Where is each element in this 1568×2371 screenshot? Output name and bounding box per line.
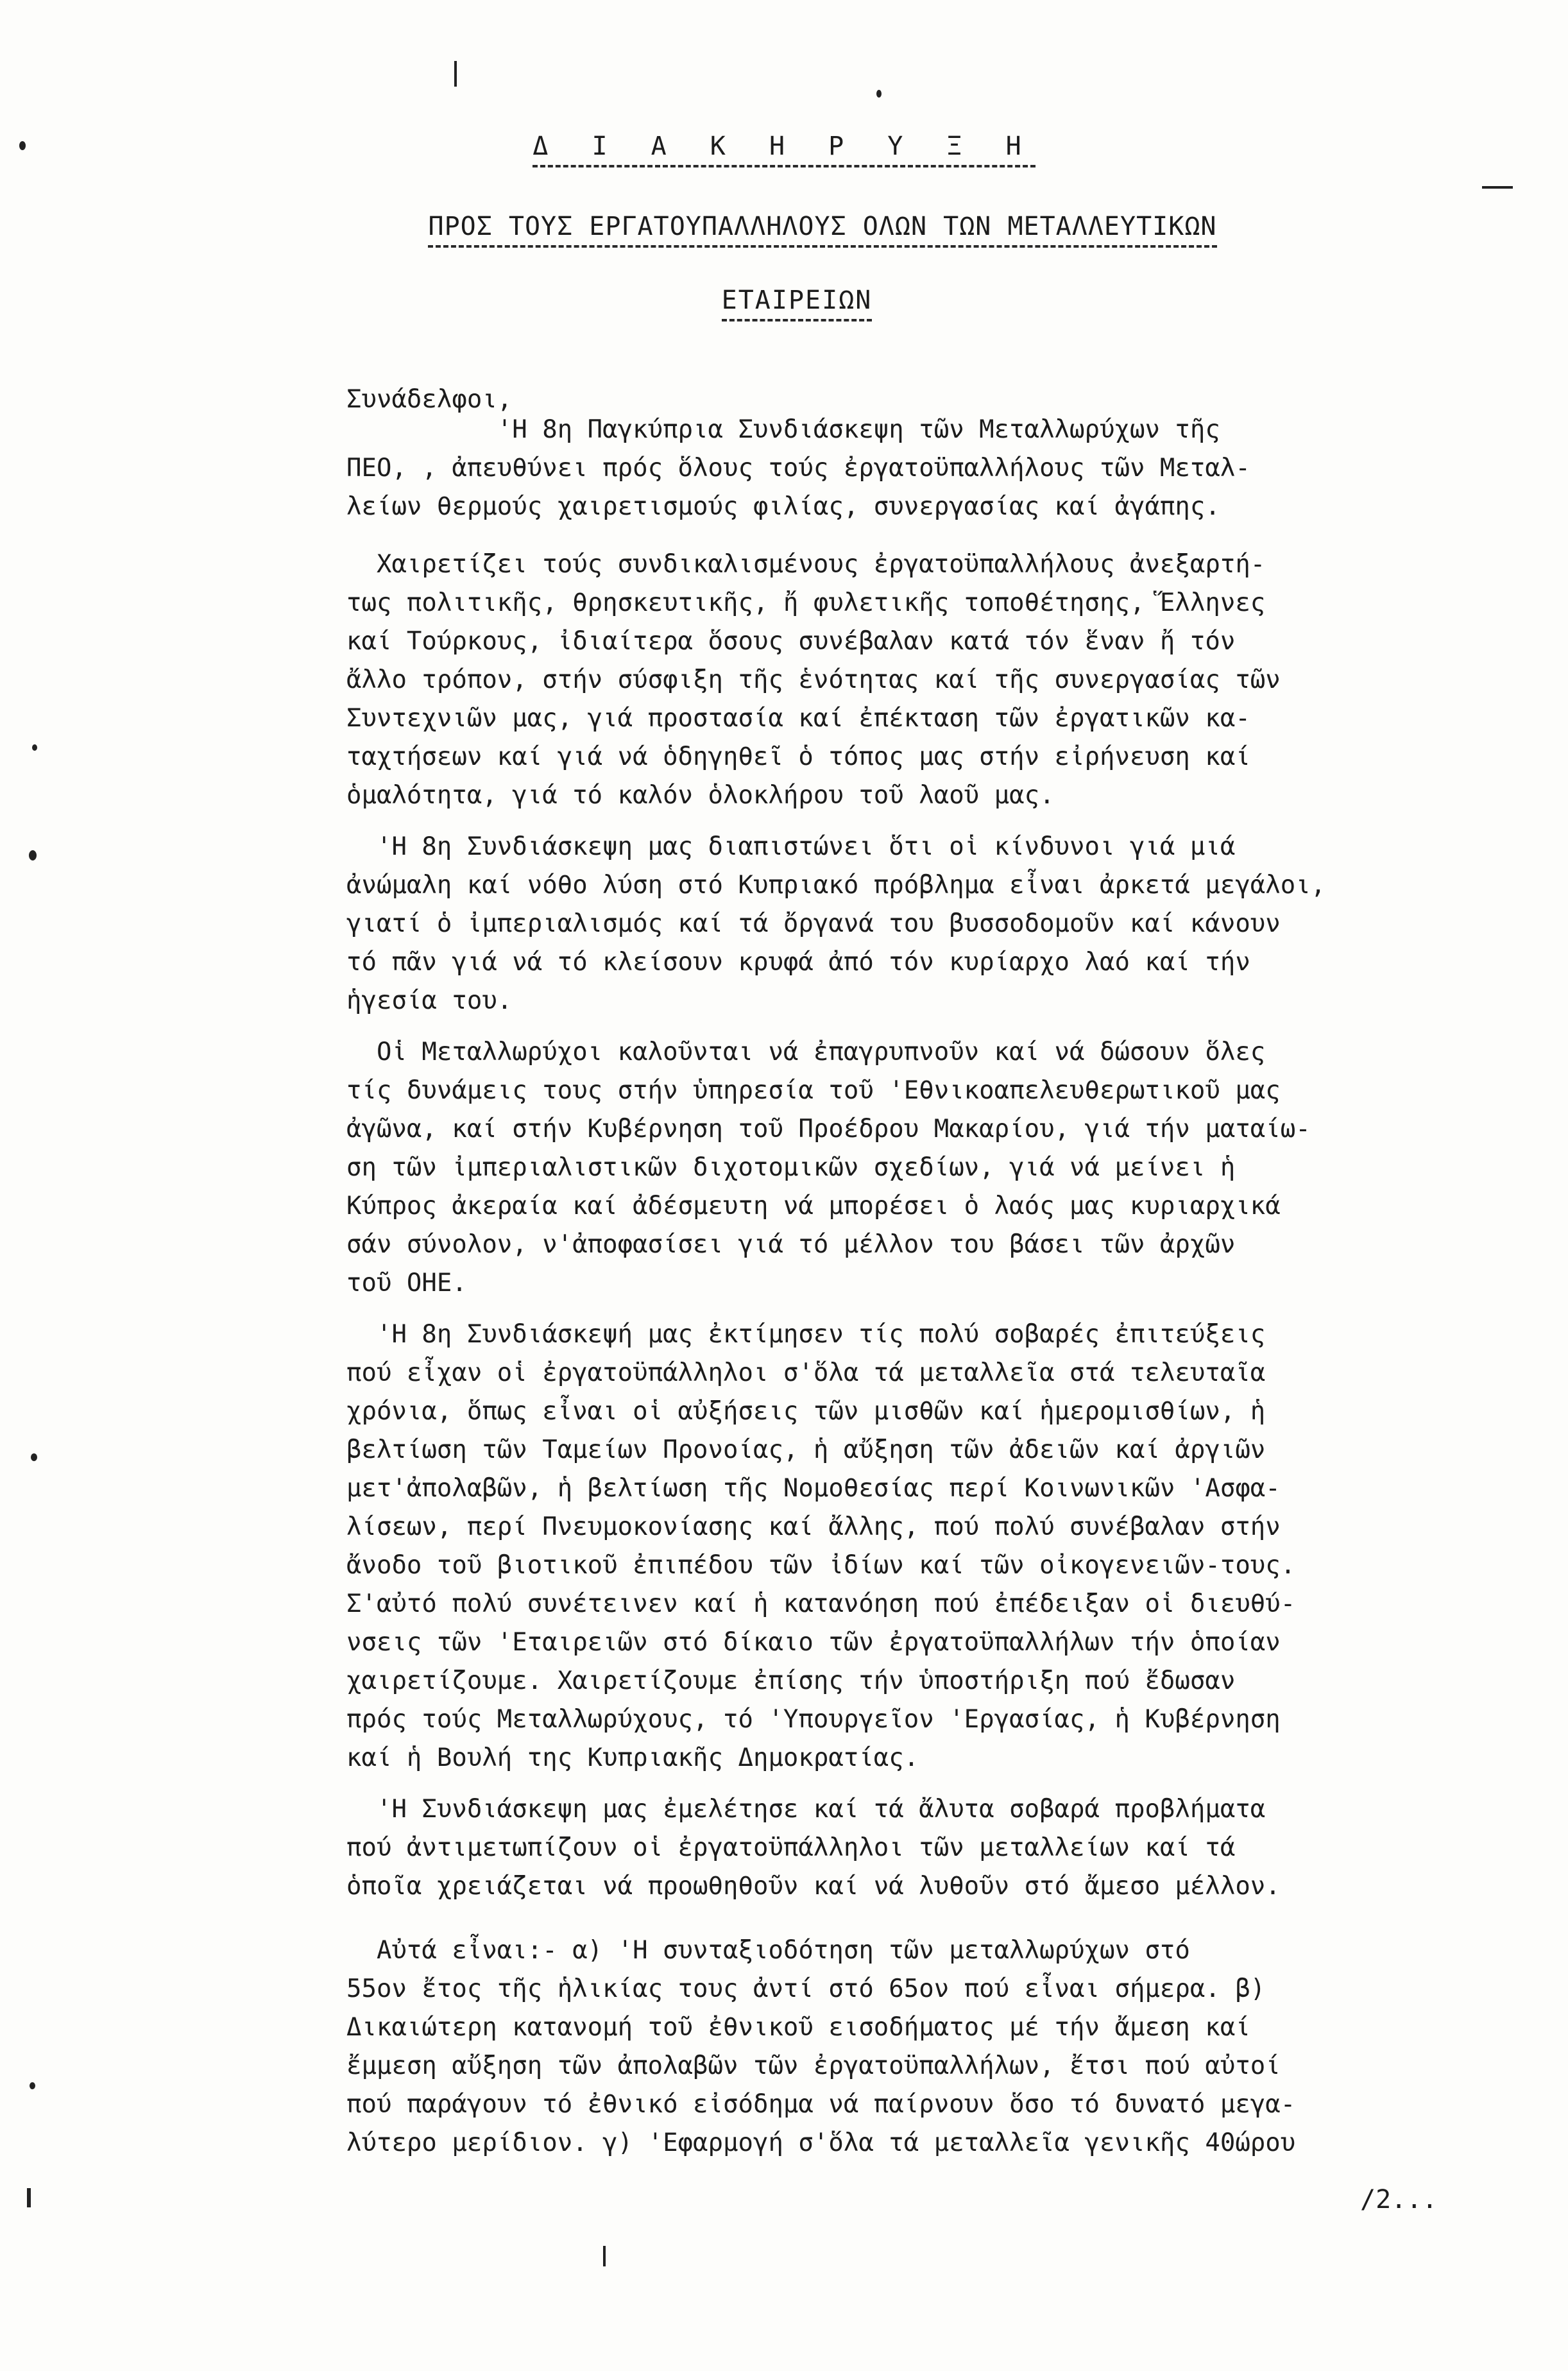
scan-speck xyxy=(30,2082,35,2089)
scan-mark xyxy=(454,61,457,87)
page-continuation: /2... xyxy=(1360,2185,1438,2214)
paragraph-4: Οἱ Μεταλλωρύχοι καλοῦνται νά ἐπαγρυπνοῦν καί νά δώσουν ὅλες τίς δυνάμεις τους στήν ὑπηρεσία τοῦ 'Εθνικοαπελευθερωτικοῦ μας ἀγῶνα, καί στήν Κυβέρνηση τοῦ Προέδρου Μακαρίου, γιά τήν ματαίω- ση τῶν ἰμπεριαλιστικῶν διχοτομικῶν σχεδίων, γιά νά μείνει ἡ Κύπρος ἀκεραία καί ἀδέσμευτη νά μπορέσει ὁ λαός μας κυριαρχικά σάν σύνολον, ν'ἀποφασίσει γιά τό μέλλον του βάσει τῶν ἀρχῶν τοῦ ΟΗΕ. xyxy=(346,1038,1311,1297)
scan-speck xyxy=(29,850,37,860)
document-subtitle-line1: ΠΡΟΣ ΤΟΥΣ ΕΡΓΑΤΟΥΠΑΛΛΗΛΟΥΣ ΟΛΩΝ ΤΩΝ ΜΕΤΑΛΛΕΥΤΙΚΩΝ xyxy=(38,212,1568,248)
scan-speck xyxy=(31,1453,37,1461)
scan-speck xyxy=(32,744,37,751)
scan-mark xyxy=(27,2188,31,2207)
paragraph-6: 'Η Συνδιάσκεψη μας ἐμελέτησε καί τά ἄλυτα σοβαρά προβλήματα πού ἀντιμετωπίζουν οἱ ἐργατοϋπάλληλοι τῶν μεταλλείων καί τά ὁποῖα χρειάζεται νά προωθηθοῦν καί νά λυθοῦν στό ἄμεσο μέλλον. xyxy=(346,1795,1281,1901)
paragraph-7: Αὐτά εἶναι:- α) 'Η συνταξιοδότηση τῶν μεταλλωρύχων στό 55ον ἔτος τῆς ἡλικίας τους ἀντί στό 65ον πού εἶναι σήμερα. β) Δικαιώτερη κατανομή τοῦ ἐθνικοῦ εισοδήματος μέ τήν ἄμεση καί ἔμμεση αὔξηση τῶν ἀπολαβῶν τῶν ἐργατοϋπαλλήλων, ἔτσι πού αὐτοί πού παράγουν τό ἐθνικό εἰσόδημα νά παίρνουν ὅσο τό δυνατό μεγα- λύτερο μερίδιον. γ) 'Εφαρμογή σ'ὅλα τά μεταλλεῖα γενικῆς 40ώρου xyxy=(346,1936,1296,2157)
paragraph-3: 'Η 8η Συνδιάσκεψη μας διαπιστώνει ὅτι οἱ κίνδυνοι γιά μιά ἀνώμαλη καί νόθο λύση στό Κυπριακό πρόβλημα εἶναι ἀρκετά μεγάλοι, γιατί ὁ ἰμπεριαλισμός καί τά ὄργανά του βυσσοδομοῦν καί κάνουν τό πᾶν γιά νά τό κλείσουν κρυφά ἀπό τόν κυρίαρχο λαό καί τήν ἡγεσία του. xyxy=(346,832,1326,1015)
document-subtitle-line2: ΕΤΑΙΡΕΙΩΝ xyxy=(13,286,1568,321)
salutation: Συνάδελφοι, xyxy=(346,385,513,414)
scan-mark xyxy=(603,2246,606,2266)
paragraph-1: 'Η 8η Παγκύπρια Συνδιάσκεψη τῶν Μεταλλωρύχων τῆς ΠΕΟ, , ἀπευθύνει πρός ὅλους τούς ἐργατοϋπαλλήλους τῶν Μεταλ- λείων θερμούς χαιρετισμούς φιλίας, συνεργασίας καί ἀγάπης. xyxy=(346,415,1250,521)
scan-mark xyxy=(1482,186,1513,189)
scan-speck xyxy=(876,90,882,98)
document-title: Δ Ι Α Κ Η Ρ Υ Ξ Η xyxy=(0,132,1568,167)
paragraph-2: Χαιρετίζει τούς συνδικαλισμένους ἐργατοϋπαλλήλους ἀνεξαρτή- τως πολιτικῆς, θρησκευτικῆς, ἤ φυλετικῆς τοποθέτησης, Ἕλληνες καί Τούρκους, ἰδιαίτερα ὅσους συνέβαλαν κατά τόν ἕναν ἤ τόν ἄλλο τρόπον, στήν σύσφιξη τῆς ἑνότητας καί τῆς συνεργασίας τῶν Συντεχνιῶν μας, γιά προστασία καί ἐπέκταση τῶν ἐργατικῶν κα- ταχτήσεων καί γιά νά ὁδηγηθεῖ ὁ τόπος μας στήν εἰρήνευση καί ὁμαλότητα, γιά τό καλόν ὁλοκλήρου τοῦ λαοῦ μας. xyxy=(346,550,1281,810)
scan-speck xyxy=(19,141,26,150)
paragraph-5: 'Η 8η Συνδιάσκεψή μας ἐκτίμησεν τίς πολύ σοβαρές ἐπιτεύξεις πού εἶχαν οἱ ἐργατοϋπάλληλοι σ'ὅλα τά μεταλλεῖα στά τελευταῖα χρόνια, ὅπως εἶναι οἱ αὐξήσεις τῶν μισθῶν καί ἡμερομισθίων, ἡ βελτίωση τῶν Ταμείων Προνοίας, ἡ αὔξηση τῶν ἀδειῶν καί ἀργιῶν μετ'ἀπολαβῶν, ἡ βελτίωση τῆς Νομοθεσίας περί Κοινωνικῶν 'Ασφα- λίσεων, περί Πνευμοκονίασης καί ἄλλης, πού πολύ συνέβαλαν στήν ἄνοδο τοῦ βιοτικοῦ ἐπιπέδου τῶν ἰδίων καί τῶν οἰκογενειῶν-τους. Σ'αὐτό πολύ συνέτεινεν καί ἡ κατανόηση πού ἐπέδειξαν οἱ διευθύ- νσεις τῶν 'Εταιρειῶν στό δίκαιο τῶν ἐργατοϋπαλλήλων τήν ὁποίαν χαιρετίζουμε. Χαιρετίζουμε ἐπίσης τήν ὑποστήριξη πού ἔδωσαν πρός τούς Μεταλλωρύχους, τό 'Υπουργεῖον 'Εργασίας, ἡ Κυβέρνηση καί ἡ Βουλή της Κυπριακῆς Δημοκρατίας. xyxy=(346,1320,1296,1772)
